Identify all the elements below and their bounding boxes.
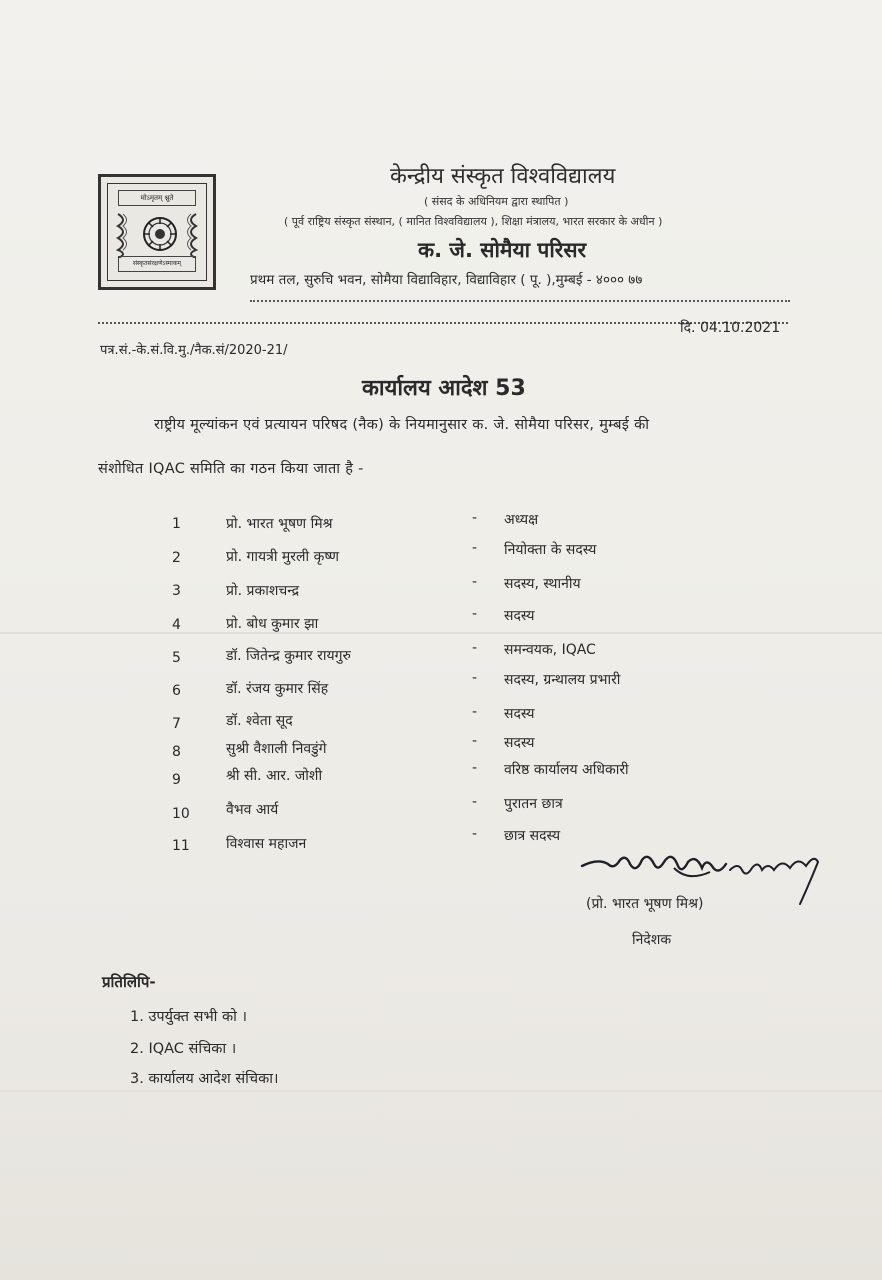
member-number: 11 (172, 838, 190, 854)
copy-to-label: प्रतिलिपि- (102, 973, 156, 991)
signatory-designation: निदेशक (632, 932, 672, 948)
member-role: सदस्य (504, 706, 535, 722)
separator-dash: - (472, 540, 478, 556)
establishment-note: ( संसद के अधिनियम द्वारा स्थापित ) (424, 195, 569, 208)
separator-dash: - (472, 760, 478, 776)
signatory-name: (प्रो. भारत भूषण मिश्र) (586, 896, 704, 912)
member-number: 5 (172, 650, 181, 666)
university-seal (98, 174, 216, 290)
member-role: नियोक्ता के सदस्य (504, 542, 597, 558)
member-role: पुरातन छात्र (504, 796, 563, 812)
member-number: 9 (172, 772, 181, 788)
separator-dash: - (472, 794, 478, 810)
copy-to-item: 1. उपर्युक्त सभी को । (130, 1009, 248, 1025)
member-name: वैभव आर्य (226, 802, 279, 818)
member-name: प्रो. गायत्री मुरली कृष्ण (226, 549, 339, 565)
order-paragraph-line: राष्ट्रीय मूल्यांकन एवं प्रत्यायन परिषद (नैक) के नियमानुसार क. जे. सोमैया परिसर, मुम्बई की (154, 417, 650, 433)
header-divider (250, 300, 790, 302)
seal-top-motto: मोऽमृतम् श्नुते (118, 190, 196, 206)
member-name: डॉ. जितेन्द्र कुमार रायगुरु (226, 648, 351, 664)
member-role: छात्र सदस्य (504, 828, 561, 844)
member-name: प्रो. भारत भूषण मिश्र (226, 516, 333, 532)
university-name: केन्द्रीय संस्कृत विश्वविद्यालय (390, 164, 616, 189)
member-number: 4 (172, 617, 181, 633)
member-name: प्रो. प्रकाशचन्द्र (226, 583, 300, 599)
separator-dash: - (472, 733, 478, 749)
member-name: प्रो. बोध कुमार झा (226, 616, 319, 632)
seal-wave-icon (184, 212, 198, 258)
member-role: अध्यक्ष (504, 512, 539, 528)
campus-name: क. जे. सोमैया परिसर (418, 238, 587, 262)
member-number: 10 (172, 806, 190, 822)
member-number: 8 (172, 744, 181, 760)
member-role: सदस्य, स्थानीय (504, 576, 581, 592)
member-name: विश्वास महाजन (226, 836, 307, 852)
member-number: 1 (172, 516, 181, 532)
lotus-emblem-icon (142, 216, 178, 252)
seal-wave-icon (116, 212, 130, 258)
separator-dash: - (472, 704, 478, 720)
seal-bottom-motto: संस्कृतसंरक्षणेऽस्माकम् (118, 256, 196, 272)
separator-dash: - (472, 670, 478, 686)
separator-dash: - (472, 574, 478, 590)
copy-to-item: 3. कार्यालय आदेश संचिका। (130, 1071, 279, 1087)
order-title: कार्यालय आदेश 53 (362, 376, 526, 401)
member-role: समन्वयक, IQAC (504, 642, 596, 658)
member-name: सुश्री वैशाली निवडुंगे (226, 741, 327, 757)
former-name-note: ( पूर्व राष्ट्रिय संस्कृत संस्थान, ( मानित विश्वविद्यालय ), शिक्षा मंत्रालय, भारत सरकार के अधीन ) (284, 215, 663, 228)
separator-dash: - (472, 510, 478, 526)
member-number: 7 (172, 716, 181, 732)
paper-fold (0, 632, 882, 634)
member-name: डॉ. रंजय कुमार सिंह (226, 681, 329, 697)
member-number: 6 (172, 683, 181, 699)
order-paragraph-line: संशोधित IQAC समिति का गठन किया जाता है - (98, 461, 364, 477)
member-number: 2 (172, 550, 181, 566)
separator-dash: - (472, 606, 478, 622)
member-name: श्री सी. आर. जोशी (226, 768, 323, 784)
paper-fold (0, 1090, 882, 1092)
member-role: सदस्य (504, 608, 535, 624)
member-role: वरिष्ठ कार्यालय अधिकारी (504, 762, 629, 778)
copy-to-item: 2. IQAC संचिका । (130, 1041, 237, 1057)
reference-number: पत्र.सं.-के.सं.वि.मु./नैक.सं/2020-21/ (100, 343, 288, 358)
separator-dash: - (472, 826, 478, 842)
separator-dash: - (472, 640, 478, 656)
letter-date: दि. 04.10.2021 (680, 320, 781, 336)
member-role: सदस्य, ग्रन्थालय प्रभारी (504, 672, 621, 688)
member-role: सदस्य (504, 735, 535, 751)
campus-address: प्रथम तल, सुरुचि भवन, सोमैया विद्याविहार, विद्याविहार ( पू. ),मुम्बई - ४००० ७७ (250, 272, 643, 288)
member-name: डॉ. श्वेता सूद (226, 713, 293, 729)
member-number: 3 (172, 583, 181, 599)
